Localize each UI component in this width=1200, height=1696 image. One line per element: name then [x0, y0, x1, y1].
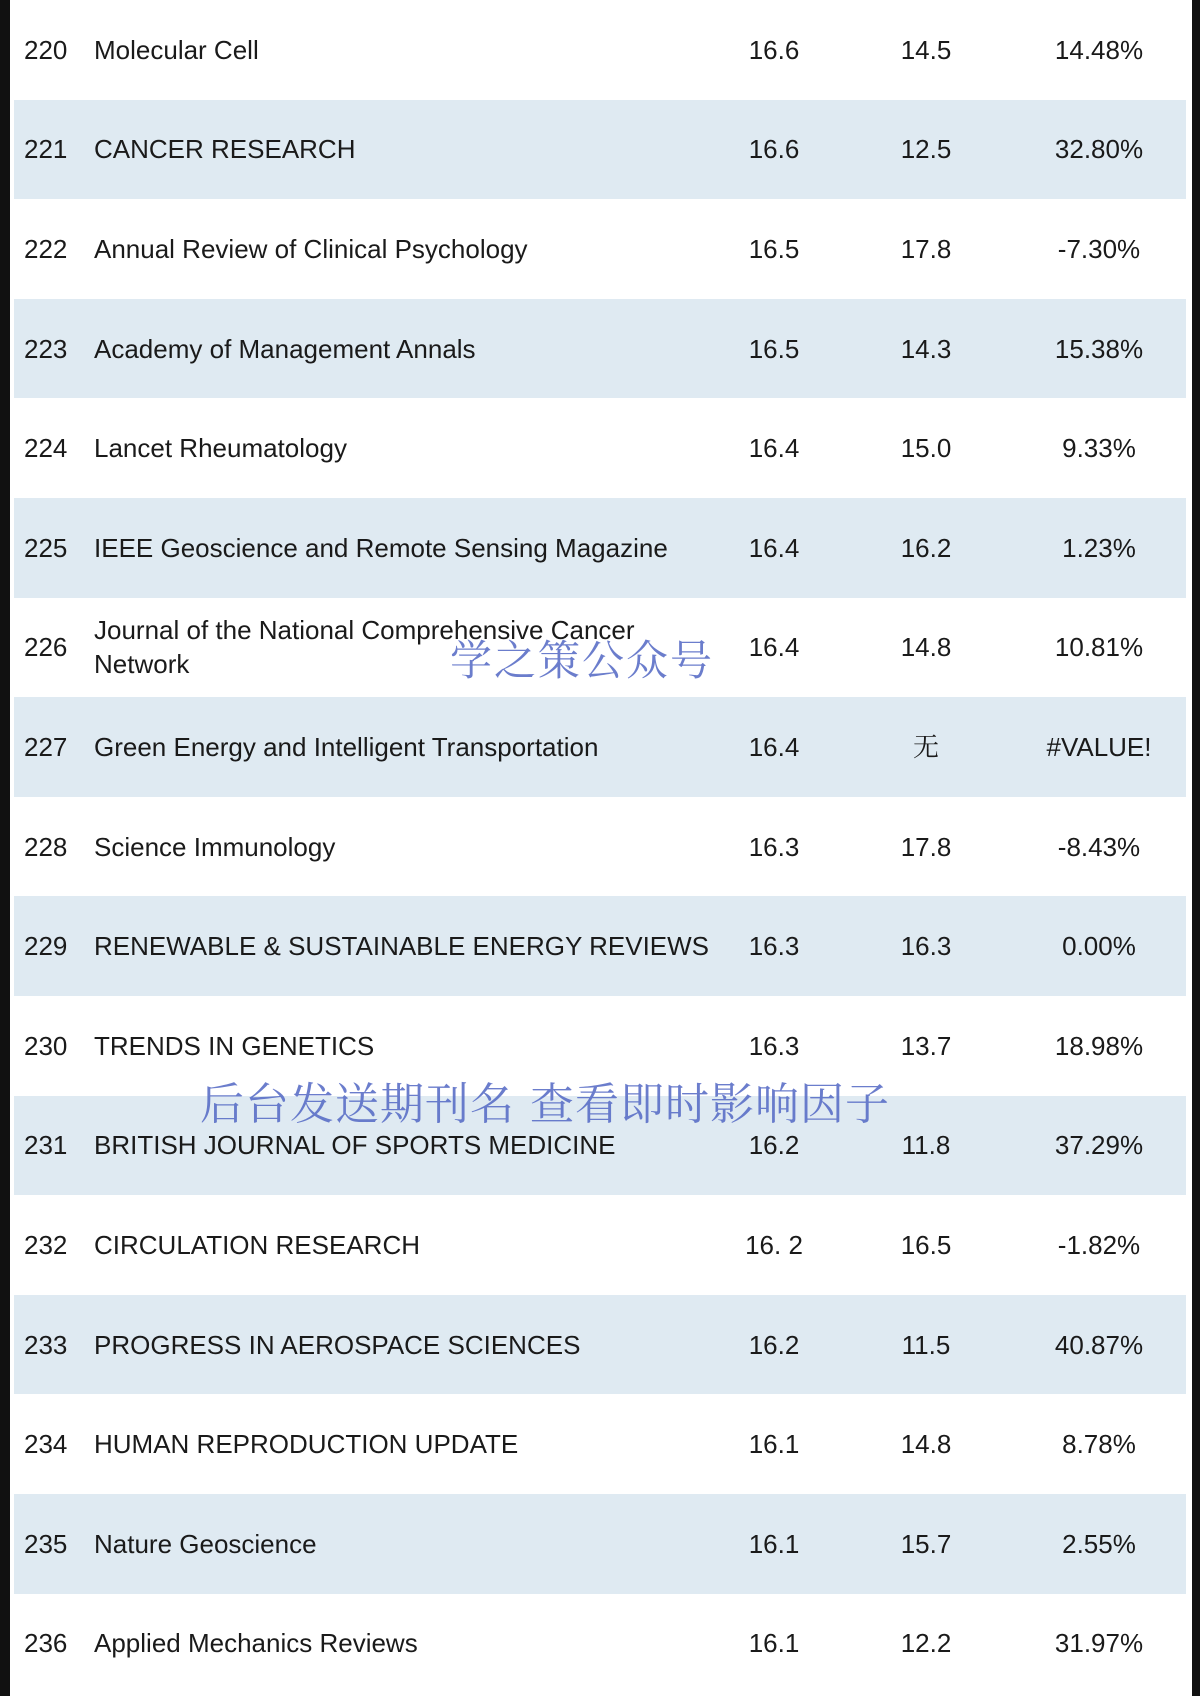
journal-table	[14, 0, 1186, 1693]
table-row	[14, 299, 1186, 399]
table-row	[14, 1594, 1186, 1694]
table-row	[14, 498, 1186, 598]
journal-name-cell: Nature Geoscience	[94, 1528, 317, 1559]
rank-cell: 226	[24, 632, 68, 663]
value1-cell: 16.3	[748, 931, 800, 962]
journal-name-cell: RENEWABLE & SUSTAINABLE ENERGY REVIEWS	[94, 931, 710, 962]
value2-cell: 16.3	[900, 931, 952, 962]
journal-name-cell: Molecular Cell	[94, 34, 259, 65]
value1-cell: 16.4	[748, 433, 800, 464]
value2-cell: 15.7	[900, 1528, 952, 1559]
table-row	[14, 100, 1186, 200]
table-row	[14, 0, 1186, 100]
change-cell: 2.55%	[1062, 1528, 1136, 1559]
value1-cell: 16.6	[748, 34, 800, 65]
change-cell: -1.82%	[1057, 1229, 1141, 1260]
rank-cell: 221	[24, 134, 68, 165]
journal-name-cell: CIRCULATION RESEARCH	[94, 1229, 421, 1260]
rank-cell: 225	[24, 532, 68, 563]
table-row	[14, 398, 1186, 498]
table-row	[14, 1195, 1186, 1295]
value1-cell: 16.3	[748, 831, 800, 862]
left-border	[0, 0, 10, 1696]
journal-name-cell: Annual Review of Clinical Psychology	[94, 233, 528, 264]
value2-cell: 无	[912, 731, 939, 762]
rank-cell: 230	[24, 1030, 68, 1061]
table-row	[14, 1096, 1186, 1196]
table-row	[14, 896, 1186, 996]
journal-name-cell: Journal of the National Comprehensive Cancer Network	[94, 615, 635, 680]
value2-cell: 17.8	[900, 831, 952, 862]
table-row	[14, 1394, 1186, 1494]
journal-name-cell: IEEE Geoscience and Remote Sensing Magazine	[94, 532, 668, 563]
value2-cell: 11.8	[901, 1130, 951, 1161]
table-row	[14, 1494, 1186, 1594]
journal-name-cell: Applied Mechanics Reviews	[94, 1628, 418, 1659]
change-cell: 0.00%	[1062, 931, 1136, 962]
rank-cell: 232	[24, 1229, 68, 1260]
change-cell: 8.78%	[1062, 1429, 1136, 1460]
value1-cell: 16.5	[748, 233, 800, 264]
value1-cell: 16.2	[748, 1329, 800, 1360]
value2-cell: 16.2	[900, 532, 952, 563]
value1-cell: 16.1	[748, 1628, 800, 1659]
journal-name-cell: PROGRESS IN AEROSPACE SCIENCES	[94, 1329, 581, 1360]
rank-cell: 229	[24, 931, 68, 962]
value2-cell: 14.5	[900, 34, 952, 65]
change-cell: 40.87%	[1054, 1329, 1144, 1360]
value1-cell: 16.1	[748, 1429, 800, 1460]
value1-cell: 16.1	[748, 1528, 800, 1559]
change-cell: #VALUE!	[1046, 731, 1152, 762]
value1-cell: 16.4	[748, 532, 800, 563]
right-border	[1192, 0, 1200, 1696]
rank-cell: 236	[24, 1628, 68, 1659]
journal-name-cell: TRENDS IN GENETICS	[94, 1030, 375, 1061]
journal-name-cell: HUMAN REPRODUCTION UPDATE	[94, 1429, 519, 1460]
journal-name-cell: Academy of Management Annals	[94, 333, 476, 364]
rank-cell: 234	[24, 1429, 68, 1460]
value2-cell: 13.7	[900, 1030, 952, 1061]
value1-cell: 16.3	[748, 1030, 800, 1061]
change-cell: 15.38%	[1054, 333, 1144, 364]
journal-name-cell: BRITISH JOURNAL OF SPORTS MEDICINE	[94, 1130, 616, 1161]
journal-name-cell: Science Immunology	[94, 831, 336, 862]
watermark-account: 学之策公众号	[450, 636, 715, 685]
table-row	[14, 199, 1186, 299]
journal-name-cell: CANCER RESEARCH	[94, 134, 356, 165]
value1-cell: 16. 2	[745, 1229, 803, 1260]
rank-cell: 223	[24, 333, 68, 364]
change-cell: 32.80%	[1054, 134, 1144, 165]
change-cell: 37.29%	[1054, 1130, 1144, 1161]
change-cell: 31.97%	[1054, 1628, 1144, 1659]
rank-cell: 228	[24, 831, 68, 862]
value2-cell: 12.5	[900, 134, 952, 165]
value2-cell: 14.3	[900, 333, 952, 364]
rank-cell: 233	[24, 1329, 68, 1360]
value2-cell: 16.5	[900, 1229, 952, 1260]
rank-cell: 224	[24, 433, 68, 464]
journal-name-cell: Lancet Rheumatology	[94, 433, 347, 464]
change-cell: 18.98%	[1054, 1030, 1144, 1061]
change-cell: -8.43%	[1057, 831, 1141, 862]
value2-cell: 11.5	[901, 1329, 951, 1360]
table-row	[14, 1295, 1186, 1395]
value2-cell: 14.8	[900, 632, 952, 663]
change-cell: 14.48%	[1054, 34, 1144, 65]
rank-cell: 235	[24, 1528, 68, 1559]
rank-cell: 227	[24, 731, 68, 762]
rank-cell: 220	[24, 34, 68, 65]
value1-cell: 16.4	[748, 731, 800, 762]
watermark-tagline: 后台发送期刊名 查看即时影响因子	[200, 1079, 890, 1130]
change-cell: 1.23%	[1062, 532, 1136, 563]
table-row	[14, 996, 1186, 1096]
rank-cell: 231	[24, 1130, 68, 1161]
value2-cell: 17.8	[900, 233, 952, 264]
value2-cell: 14.8	[900, 1429, 952, 1460]
table-row	[14, 697, 1186, 797]
value1-cell: 16.5	[748, 333, 800, 364]
value2-cell: 12.2	[900, 1628, 952, 1659]
change-cell: 9.33%	[1062, 433, 1136, 464]
change-cell: -7.30%	[1057, 233, 1141, 264]
value2-cell: 15.0	[900, 433, 952, 464]
change-cell: 10.81%	[1054, 632, 1144, 663]
table-row	[14, 598, 1186, 698]
rank-cell: 222	[24, 233, 68, 264]
value1-cell: 16.4	[748, 632, 800, 663]
value1-cell: 16.6	[748, 134, 800, 165]
table-row	[14, 797, 1186, 897]
value1-cell: 16.2	[748, 1130, 800, 1161]
journal-name-cell: Green Energy and Intelligent Transportation	[94, 731, 599, 762]
